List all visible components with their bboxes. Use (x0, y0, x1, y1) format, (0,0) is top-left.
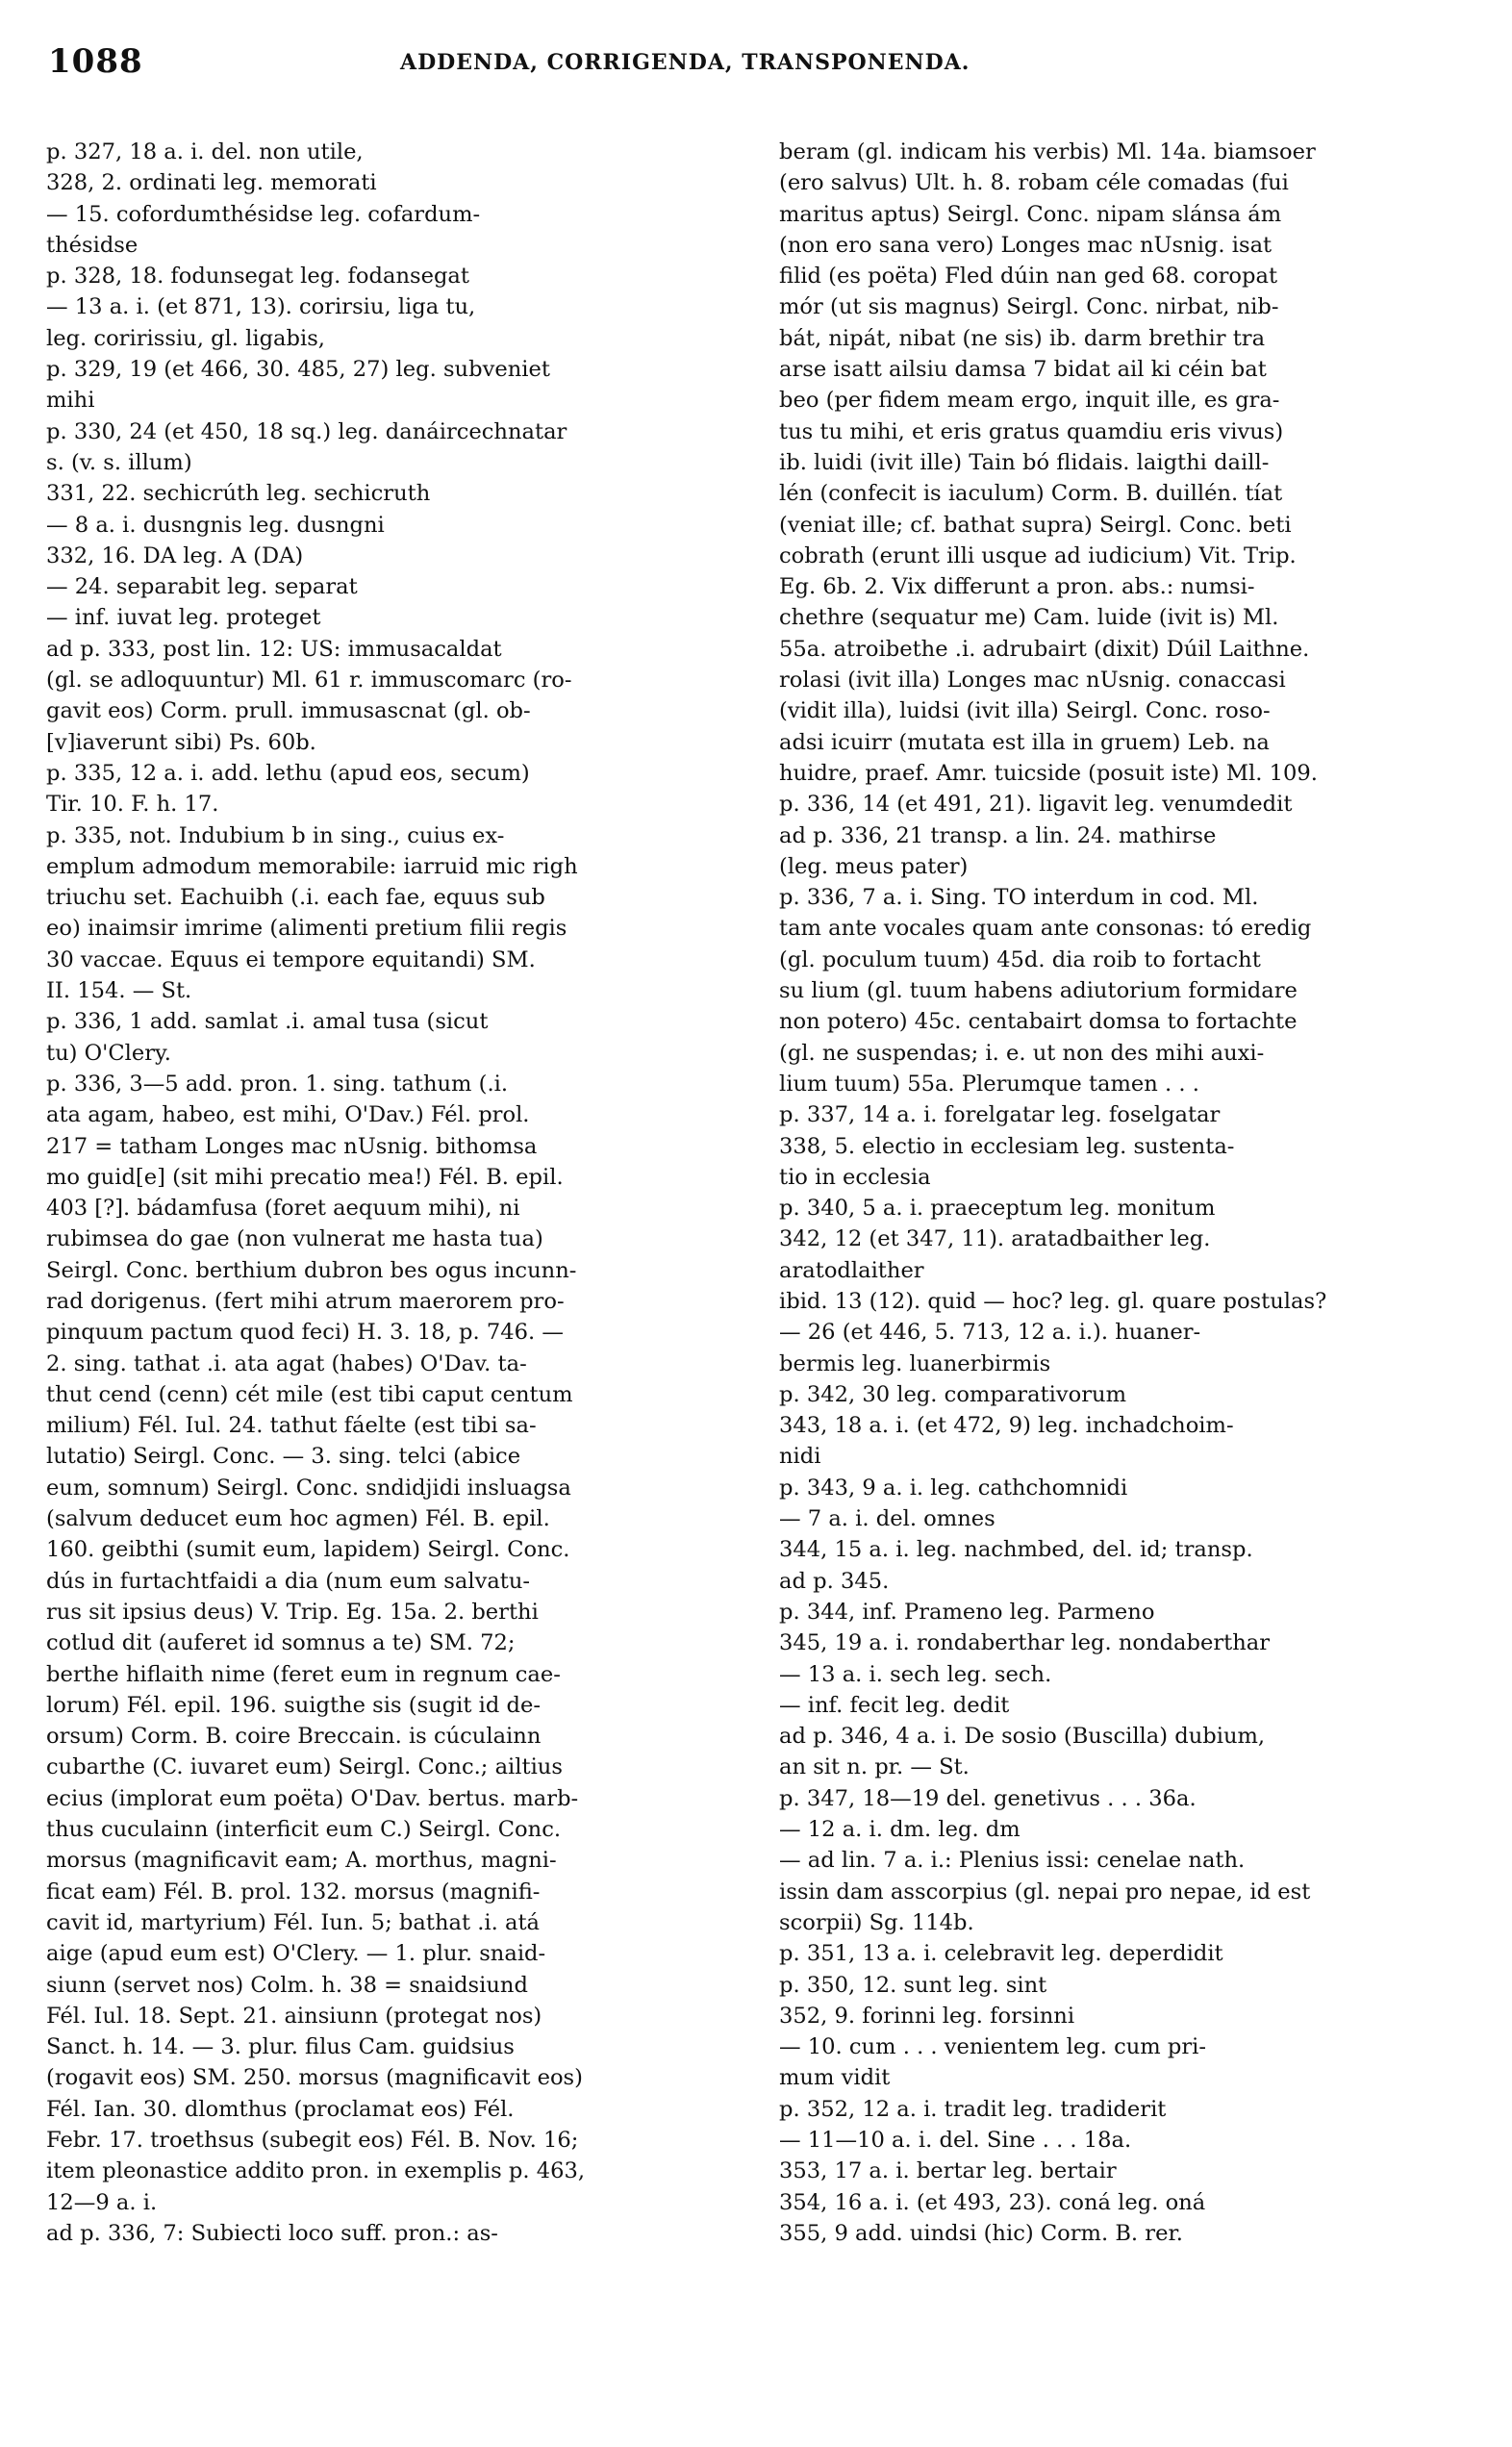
left-column (46, 137, 739, 2249)
left-column-line: emplum admodum memorabile: iarruid mic righ (46, 853, 578, 879)
right-column-line: — 13 a. i. sech leg. sech. (779, 1661, 1052, 1687)
right-column-line: arse isatt ailsiu damsa 7 bidat ail ki céin bat (779, 357, 1267, 383)
right-column-line: p. 352, 12 a. i. tradit leg. tradiderit (779, 2096, 1167, 2122)
left-column-line: tu) O'Clery. (46, 1040, 171, 1066)
left-column-line: thésidse (46, 232, 139, 258)
left-column-line: mo guid[e] (sit mihi precatio mea!) Fél. B. epil. (46, 1164, 564, 1190)
right-column-line: nidi (779, 1444, 821, 1470)
left-column-line: — inf. iuvat leg. proteget (46, 605, 321, 631)
left-column-line: Sanct. h. 14. — 3. plur. filus Cam. guidsius (46, 2034, 515, 2060)
right-column-line: (leg. meus pater) (779, 853, 969, 879)
left-column-line: milium) Fél. Iul. 24. tathut fáelte (est tibi sa- (46, 1413, 537, 1439)
right-column-line: 345, 19 a. i. rondaberthar leg. nondaberthar (779, 1630, 1271, 1656)
left-column-line: 2. sing. tathat .i. ata agat (habes) O'Dav. ta- (46, 1350, 527, 1376)
right-column-line: huidre, praef. Amr. tuicside (posuit iste) Ml. 109. (779, 760, 1318, 786)
left-column-line: 331, 22. sechicrúth leg. sechicruth (46, 481, 431, 507)
right-column-line: ib. luidi (ivit ille) Tain bó flidais. laigthi daill- (779, 449, 1270, 475)
left-column-line: pinquum pactum quod feci) H. 3. 18, p. 746. — (46, 1320, 564, 1346)
right-column-line: an sit n. pr. — St. (779, 1754, 970, 1780)
right-column-line: p. 342, 30 leg. comparativorum (779, 1381, 1127, 1407)
left-column-line: (rogavit eos) SM. 250. morsus (magnificavit eos) (46, 2065, 583, 2091)
left-column-line: orsum) Corm. B. coire Breccain. is cúculainn (46, 1724, 542, 1750)
right-column-line: issin dam asscorpius (gl. nepai pro nepae, id est (779, 1879, 1311, 1905)
left-column-line: 12—9 a. i. (46, 2189, 158, 2215)
right-column-line: tam ante vocales quam ante consonas: tó eredig (779, 916, 1312, 942)
right-column-line: ad p. 346, 4 a. i. De sosio (Buscilla) dubium, (779, 1724, 1266, 1750)
right-column-line: p. 336, 14 (et 491, 21). ligavit leg. venumdedit (779, 792, 1293, 818)
right-column-line: (veniat ille; cf. bathat supra) Seirgl. Conc. beti (779, 512, 1292, 538)
left-column-line: 217 = tatham Longes mac nUsnig. bithomsa (46, 1133, 538, 1159)
left-column-line: 160. geibthi (sumit eum, lapidem) Seirgl. Conc. (46, 1537, 570, 1563)
left-column-line: leg. coririssiu, gl. ligabis, (46, 325, 325, 351)
right-column-line: rolasi (ivit illa) Longes mac nUsnig. conaccasi (779, 668, 1286, 694)
right-column-line: — ad lin. 7 a. i.: Plenius issi: cenelae nath. (779, 1848, 1246, 1874)
page-header (38, 42, 1481, 90)
right-column-line: p. 336, 7 a. i. Sing. TO interdum in cod. Ml. (779, 885, 1259, 911)
page-number: 1088 (48, 42, 143, 81)
left-column-line: morsus (magnificavit eam; A. morthus, magni- (46, 1848, 557, 1874)
right-column (779, 137, 1472, 2249)
right-column-line: su lium (gl. tuum habens adiutorium formidare (779, 978, 1298, 1004)
right-column-line: p. 351, 13 a. i. celebravit leg. deperdidit (779, 1941, 1223, 1967)
right-column-line: ibid. 13 (12). quid — hoc? leg. gl. quare postulas? (779, 1288, 1327, 1314)
left-column-line: rubimsea do gae (non vulnerat me hasta tua) (46, 1226, 543, 1252)
right-column-line: p. 343, 9 a. i. leg. cathchomnidi (779, 1475, 1128, 1501)
left-column-line: 328, 2. ordinati leg. memorati (46, 170, 377, 196)
left-column-line: — 15. cofordumthésidse leg. cofardum- (46, 201, 481, 227)
right-column-line: mum vidit (779, 2065, 891, 2091)
right-column-line: (ero salvus) Ult. h. 8. robam céle comadas (fui (779, 170, 1289, 196)
left-column-line: II. 154. — St. (46, 978, 192, 1004)
left-column-line: lorum) Fél. epil. 196. suigthe sis (sugit id de- (46, 1692, 542, 1718)
right-column-line: Eg. 6b. 2. Vix differunt a pron. abs.: numsi- (779, 574, 1255, 600)
right-column-line: (non ero sana vero) Longes mac nUsnig. isat (779, 232, 1273, 258)
right-column-line: 355, 9 add. uindsi (hic) Corm. B. rer. (779, 2220, 1183, 2246)
left-column-line: — 13 a. i. (et 871, 13). corirsiu, liga tu, (46, 294, 476, 320)
right-column-line: p. 350, 12. sunt leg. sint (779, 1972, 1047, 1998)
right-column-line: 354, 16 a. i. (et 493, 23). coná leg. oná (779, 2189, 1206, 2215)
right-column-line: mór (ut sis magnus) Seirgl. Conc. nirbat, nib- (779, 294, 1279, 320)
left-column-line: Fél. Iul. 18. Sept. 21. ainsiunn (protegat nos) (46, 2003, 542, 2029)
left-column-line: ad p. 333, post lin. 12: US: immusacaldat (46, 636, 502, 662)
left-column-line: eo) inaimsir imrime (alimenti pretium filii regis (46, 916, 567, 942)
left-column-line: triuchu set. Eachuibh (.i. each fae, equus sub (46, 885, 545, 911)
left-column-line: thus cuculainn (interficit eum C.) Seirgl. Conc. (46, 1817, 562, 1843)
left-column-line: — 8 a. i. dusngnis leg. dusngni (46, 512, 385, 538)
left-column-line: dús in furtachtfaidi a dia (num eum salvatu- (46, 1568, 531, 1594)
right-column-line: p. 337, 14 a. i. forelgatar leg. foselgatar (779, 1102, 1221, 1128)
right-column-line: p. 340, 5 a. i. praeceptum leg. monitum (779, 1196, 1216, 1222)
left-column-line: p. 336, 1 add. samlat .i. amal tusa (sicut (46, 1009, 489, 1035)
left-column-line: — 24. separabit leg. separat (46, 574, 358, 600)
left-column-line: berthe hiflaith nime (feret eum in regnum cae- (46, 1661, 561, 1687)
left-column-line: (salvum deducet eum hoc agmen) Fél. B. epil. (46, 1506, 550, 1532)
left-column-line: rus sit ipsius deus) V. Trip. Eg. 15a. 2. berthi (46, 1599, 539, 1625)
left-column-line: Tir. 10. F. h. 17. (46, 792, 219, 818)
left-column-line: item pleonastice addito pron. in exemplis p. 463, (46, 2158, 586, 2184)
left-column-line: cotlud dit (auferet id somnus a te) SM. 72; (46, 1630, 516, 1656)
right-column-line: adsi icuirr (mutata est illa in gruem) Leb. na (779, 729, 1270, 755)
right-column-line: — inf. fecit leg. dedit (779, 1692, 1010, 1718)
right-column-line: — 11—10 a. i. del. Sine . . . 18a. (779, 2128, 1132, 2153)
right-column-line: lium tuum) 55a. Plerumque tamen . . . (779, 1071, 1199, 1097)
right-column-line: 343, 18 a. i. (et 472, 9) leg. inchadchoim- (779, 1413, 1234, 1439)
left-column-line: rad dorigenus. (fert mihi atrum maerorem pro- (46, 1288, 565, 1314)
right-column-line: 344, 15 a. i. leg. nachmbed, del. id; transp. (779, 1537, 1253, 1563)
left-column-line: cavit id, martyrium) Fél. Iun. 5; bathat .i. atá (46, 1909, 541, 1935)
left-column-line: 30 vaccae. Equus ei tempore equitandi) SM. (46, 946, 536, 972)
left-column-line: (gl. se adloquuntur) Ml. 61 r. immuscomarc (ro- (46, 668, 572, 694)
right-column-line: aratodlaither (779, 1257, 924, 1283)
right-column-line: p. 344, inf. Prameno leg. Parmeno (779, 1599, 1155, 1625)
right-column-line: non potero) 45c. centabairt domsa to fortachte (779, 1009, 1298, 1035)
left-column-line: p. 327, 18 a. i. del. non utile, (46, 139, 364, 164)
left-column-line: s. (v. s. illum) (46, 449, 192, 475)
left-column-line: ficat eam) Fél. B. prol. 132. morsus (magnifi- (46, 1879, 541, 1905)
right-column-line: 342, 12 (et 347, 11). aratadbaither leg. (779, 1226, 1211, 1252)
left-column-line: p. 336, 3—5 add. pron. 1. sing. tathum (.i. (46, 1071, 509, 1097)
left-column-line: ata agam, habeo, est mihi, O'Dav.) Fél. prol. (46, 1102, 530, 1128)
right-column-line: lén (confecit is iaculum) Corm. B. duillén. tíat (779, 481, 1283, 507)
right-column-line: maritus aptus) Seirgl. Conc. nipam slánsa ám (779, 201, 1282, 227)
right-column-line: (vidit illa), luidsi (ivit illa) Seirgl. Conc. roso- (779, 698, 1271, 724)
running-title: ADDENDA, CORRIGENDA, TRANSPONENDA. (400, 50, 970, 75)
right-column-line: bermis leg. luanerbirmis (779, 1350, 1051, 1376)
left-column-line: siunn (servet nos) Colm. h. 38 = snaidsiund (46, 1972, 528, 1998)
left-column-line: p. 328, 18. fodunsegat leg. fodansegat (46, 264, 469, 290)
left-column-line: aige (apud eum est) O'Clery. — 1. plur. snaid- (46, 1941, 546, 1967)
right-column-line: — 10. cum . . . venientem leg. cum pri- (779, 2034, 1207, 2060)
left-column-line: p. 329, 19 (et 466, 30. 485, 27) leg. subveniet (46, 357, 550, 383)
right-column-line: (gl. poculum tuum) 45d. dia roib to fortacht (779, 946, 1261, 972)
right-column-line: 353, 17 a. i. bertar leg. bertair (779, 2158, 1117, 2184)
right-column-line: tio in ecclesia (779, 1164, 931, 1190)
right-column-line: tus tu mihi, et eris gratus quamdiu eris vivus) (779, 418, 1284, 444)
right-column-line: ad p. 345. (779, 1568, 890, 1594)
right-column-line: 352, 9. forinni leg. forsinni (779, 2003, 1075, 2029)
right-column-line: — 26 (et 446, 5. 713, 12 a. i.). huaner- (779, 1320, 1201, 1346)
right-column-line: beo (per fidem meam ergo, inquit ille, es gra- (779, 388, 1280, 414)
right-column-line: filid (es poëta) Fled dúin nan ged 68. coropat (779, 264, 1278, 290)
left-column-line: mihi (46, 388, 95, 414)
left-column-line: p. 335, 12 a. i. add. lethu (apud eos, secum) (46, 760, 530, 786)
left-column-line: 403 [?]. bádamfusa (foret aequum mihi), ni (46, 1196, 520, 1222)
left-column-line: p. 330, 24 (et 450, 18 sq.) leg. danáircechnatar (46, 418, 567, 444)
left-column-line: Fél. Ian. 30. dlomthus (proclamat eos) Fél. (46, 2096, 515, 2122)
right-column-line: scorpii) Sg. 114b. (779, 1909, 974, 1935)
right-column-line: cobrath (erunt illi usque ad iudicium) Vit. Trip. (779, 542, 1297, 568)
right-column-line: ad p. 336, 21 transp. a lin. 24. mathirse (779, 822, 1217, 848)
left-column-line: cubarthe (C. iuvaret eum) Seirgl. Conc.; ailtius (46, 1754, 563, 1780)
left-column-line: Febr. 17. troethsus (subegit eos) Fél. B. Nov. 16; (46, 2128, 579, 2153)
right-column-line: bát, nipát, nibat (ne sis) ib. darm brethir tra (779, 325, 1266, 351)
left-column-line: p. 335, not. Indubium b in sing., cuius ex- (46, 822, 505, 848)
right-column-line: beram (gl. indicam his verbis) Ml. 14a. biamsoer (779, 139, 1316, 164)
left-column-line: 332, 16. DA leg. A (DA) (46, 542, 304, 568)
left-column-line: Seirgl. Conc. berthium dubron bes ogus incunn- (46, 1257, 577, 1283)
left-column-line: [v]iaverunt sibi) Ps. 60b. (46, 729, 316, 755)
right-column-line: p. 347, 18—19 del. genetivus . . . 36a. (779, 1785, 1197, 1811)
left-column-line: ecius (implorat eum poëta) O'Dav. bertus. marb- (46, 1785, 579, 1811)
left-column-line: thut cend (cenn) cét mile (est tibi caput centum (46, 1381, 573, 1407)
left-column-line: lutatio) Seirgl. Conc. — 3. sing. telci (abice (46, 1444, 521, 1470)
right-column-line: (gl. ne suspendas; i. e. ut non des mihi auxi- (779, 1040, 1265, 1066)
right-column-line: 55a. atroibethe .i. adrubairt (dixit) Dúil Laithne. (779, 636, 1310, 662)
right-column-line: 338, 5. electio in ecclesiam leg. sustenta- (779, 1133, 1235, 1159)
left-column-line: ad p. 336, 7: Subiecti loco suff. pron.: as- (46, 2220, 498, 2246)
right-column-line: chethre (sequatur me) Cam. luide (ivit is) Ml. (779, 605, 1279, 631)
left-column-line: eum, somnum) Seirgl. Conc. sndidjidi insluagsa (46, 1475, 571, 1501)
right-column-line: — 7 a. i. del. omnes (779, 1506, 995, 1532)
right-column-line: — 12 a. i. dm. leg. dm (779, 1817, 1021, 1843)
left-column-line: gavit eos) Corm. prull. immusascnat (gl. ob- (46, 698, 531, 724)
